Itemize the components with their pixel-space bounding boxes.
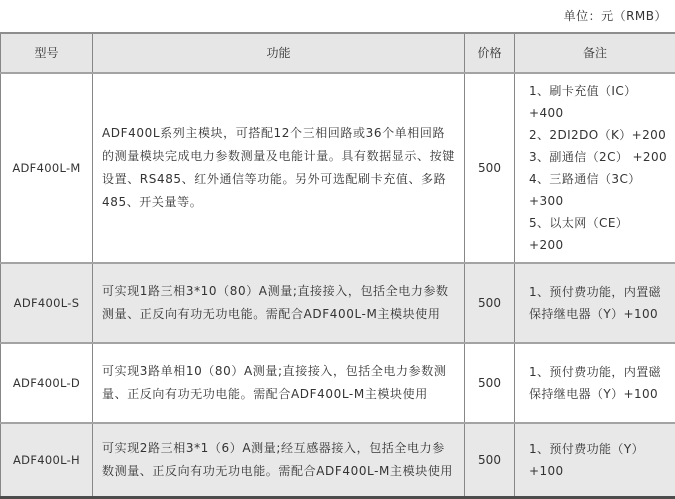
unit-label: 单位：元（RMB） bbox=[564, 7, 667, 24]
notes-cell bbox=[515, 343, 675, 423]
model-cell: ADF400L-S bbox=[1, 263, 93, 343]
function-cell: 可实现2路三相3*1（6）A测量;经互感器接入，包括全电力参数测量、正反向有功无功电能。需配合ADF400L-M主模块使用 bbox=[93, 423, 465, 497]
model-cell: ADF400L-D bbox=[1, 343, 93, 423]
table-row bbox=[1, 73, 675, 263]
table-row bbox=[1, 343, 675, 423]
function-cell: ADF400L系列主模块，可搭配12个三相回路或36个单相回路的测量模块完成电力参数测量及电能计量。具有数据显示、按键设置、RS485、红外通信等功能。另外可选配刷卡充值、多路485、开关量等。 bbox=[93, 73, 465, 263]
note-line: 4、三路通信（3C）+300 bbox=[529, 168, 669, 212]
price-cell: 500 bbox=[465, 73, 515, 263]
header-notes: 备注 bbox=[515, 33, 675, 73]
table-row bbox=[1, 423, 675, 497]
function-cell: 可实现3路单相10（80）A测量;直接接入，包括全电力参数测量、正反向有功无功电能。需配合ADF400L-M主模块使用 bbox=[93, 343, 465, 423]
notes-cell bbox=[515, 263, 675, 343]
function-cell: 可实现1路三相3*10（80）A测量;直接接入，包括全电力参数测量、正反向有功无功电能。需配合ADF400L-M主模块使用 bbox=[93, 263, 465, 343]
header-model: 型号 bbox=[1, 33, 93, 73]
note-line: 1、预付费功能（Y）+100 bbox=[529, 438, 669, 482]
note-line: 1、刷卡充值（IC）+400 bbox=[529, 80, 669, 124]
notes-cell bbox=[515, 423, 675, 497]
header-function: 功能 bbox=[93, 33, 465, 73]
table-row bbox=[1, 263, 675, 343]
price-cell: 500 bbox=[465, 343, 515, 423]
price-cell: 500 bbox=[465, 423, 515, 497]
model-cell: ADF400L-H bbox=[1, 423, 93, 497]
note-line: 3、副通信（2C） +200 bbox=[529, 146, 669, 168]
header-price: 价格 bbox=[465, 33, 515, 73]
notes-cell bbox=[515, 73, 675, 263]
product-price-table bbox=[0, 32, 675, 499]
note-line: 1、预付费功能，内置磁保持继电器（Y）+100 bbox=[529, 281, 669, 325]
price-cell: 500 bbox=[465, 263, 515, 343]
model-cell: ADF400L-M bbox=[1, 73, 93, 263]
note-line: 2、2DI2DO（K）+200 bbox=[529, 124, 669, 146]
note-line: 5、以太网（CE） +200 bbox=[529, 212, 669, 256]
note-line: 1、预付费功能，内置磁保持继电器（Y）+100 bbox=[529, 361, 669, 405]
table-header-row bbox=[1, 33, 675, 73]
